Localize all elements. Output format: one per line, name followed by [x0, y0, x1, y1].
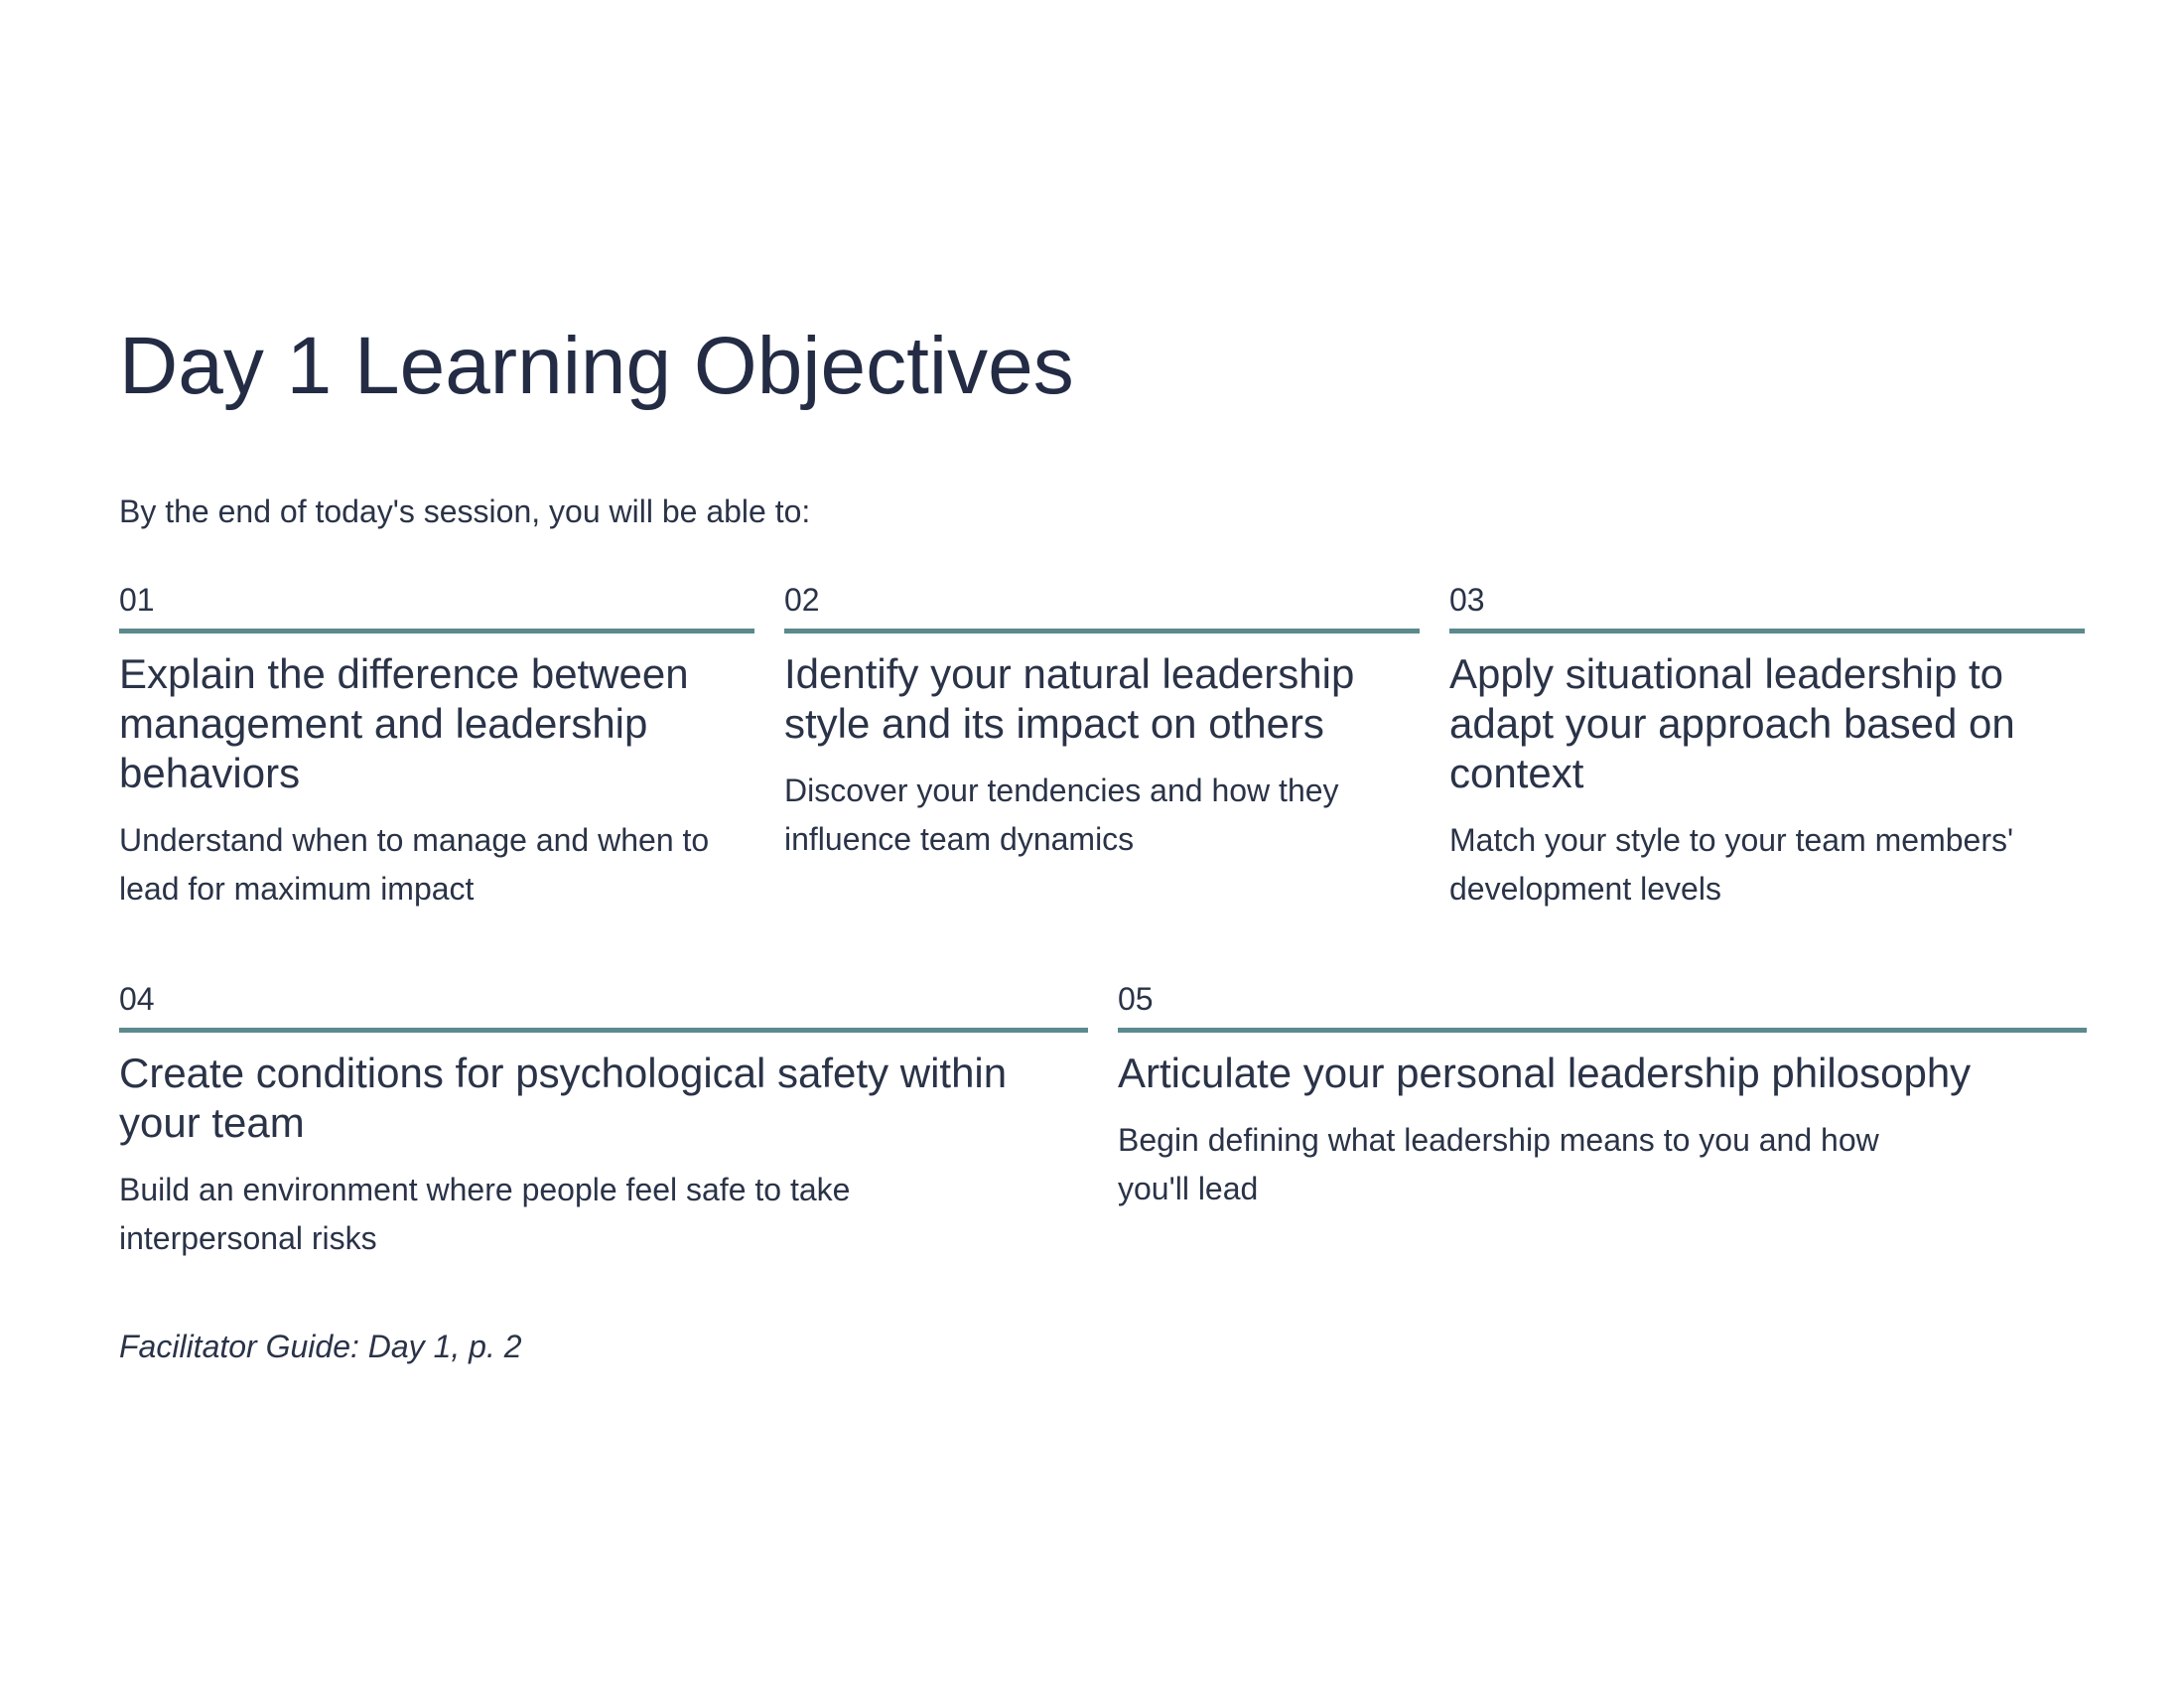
objective-heading: Apply situational leadership to adapt your approach based on context [1449, 650, 2015, 796]
objective-heading: Identify your natural leadership style and its impact on others [784, 650, 1355, 747]
objective-number: 04 [119, 981, 155, 1017]
objective-card-03 [1449, 579, 2085, 914]
footer-reference: Facilitator Guide: Day 1, p. 2 [119, 1329, 522, 1364]
objective-number: 02 [784, 582, 820, 618]
page-title: Day 1 Learning Objectives [119, 321, 1074, 411]
objective-description: Understand when to manage and when to lead for maximum impact [119, 822, 710, 907]
intro-text: By the end of today's session, you will be able to: [119, 493, 811, 529]
objective-divider [119, 1028, 1088, 1033]
slide [119, 0, 2087, 1688]
objectives-row-2 [119, 978, 2087, 1263]
objective-number: 03 [1449, 582, 1485, 618]
objective-divider [1118, 1028, 2087, 1033]
objective-card-04 [119, 978, 1088, 1263]
objective-card-05 [1118, 978, 2087, 1263]
objectives-row-1 [119, 579, 2087, 914]
objective-card-01 [119, 579, 754, 914]
objective-heading: Explain the difference between management and leadership behaviors [119, 650, 689, 796]
objective-heading: Create conditions for psychological safety within your team [119, 1050, 1008, 1146]
objective-description: Match your style to your team members' development levels [1449, 822, 2014, 907]
objective-divider [119, 629, 754, 633]
objective-divider [1449, 629, 2085, 633]
objective-card-02 [784, 579, 1420, 914]
objective-divider [784, 629, 1420, 633]
objective-number: 05 [1118, 981, 1154, 1017]
objective-description: Discover your tendencies and how they influence team dynamics [784, 773, 1339, 857]
objective-description: Build an environment where people feel safe to take interpersonal risks [119, 1172, 851, 1256]
objective-number: 01 [119, 582, 155, 618]
objective-heading: Articulate your personal leadership philosophy [1118, 1050, 1972, 1096]
objective-description: Begin defining what leadership means to you and how you'll lead [1118, 1122, 1879, 1206]
